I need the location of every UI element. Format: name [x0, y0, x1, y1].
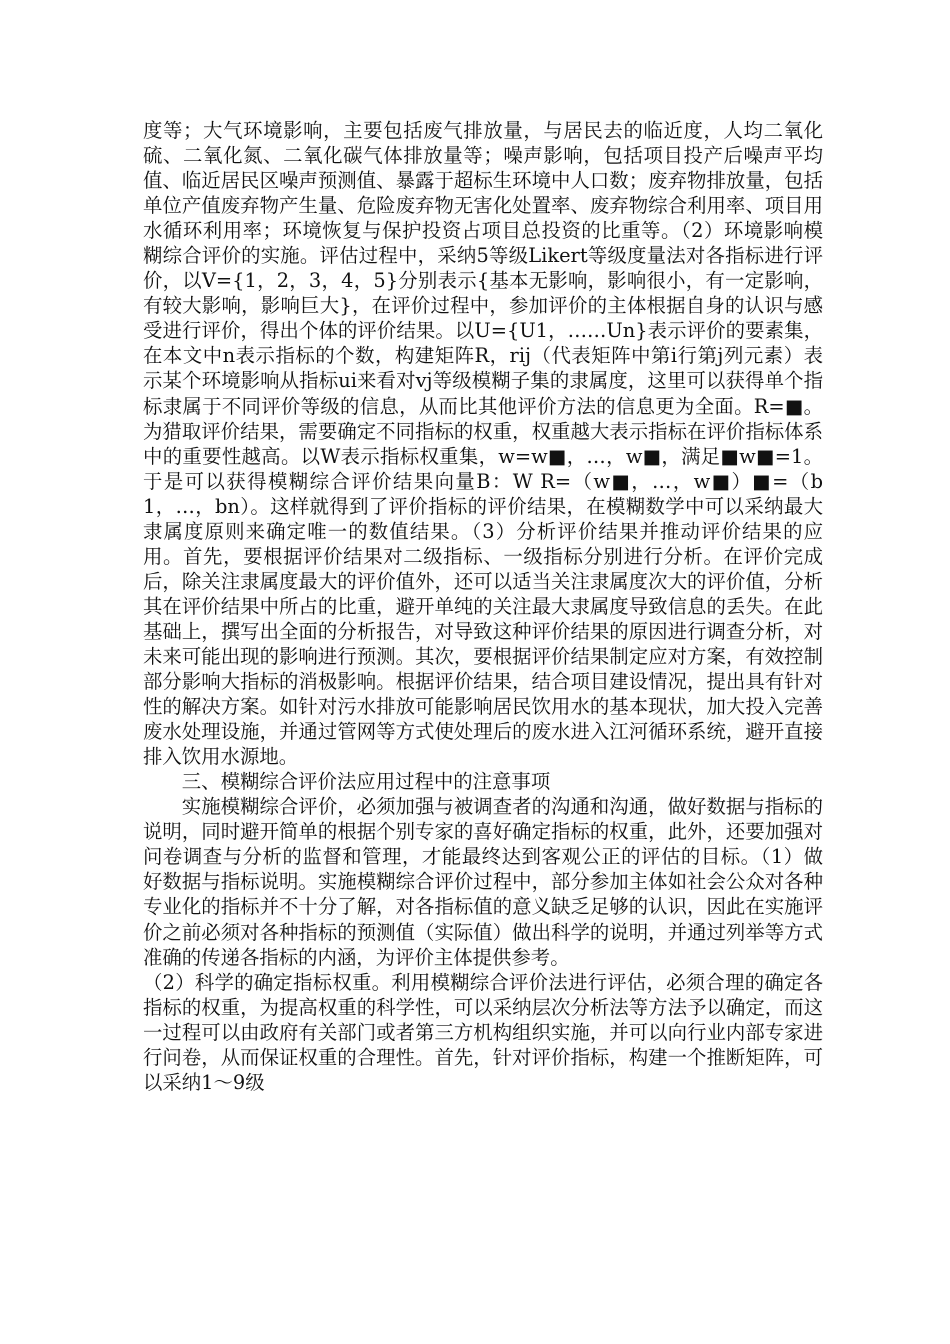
document-page [143, 118, 823, 1095]
section-heading-3: 三、模糊综合评价法应用过程中的注意事项 [181, 770, 551, 794]
body-paragraph-section-3-intro: 实施模糊综合评价，必须加强与被调查者的沟通和沟通，做好数据与指标的说明，同时避开简单的根据个别专家的喜好确定指标的权重，此外，还要加强对问卷调查与分析的监督和管理，才能最终达到客观公正的评估的目标。（1）做好数据与指标说明。实施模糊综合评价过程中，部分参加主体如社会公众对各种专业化的指标并不十分了解，对各指标值的意义缺乏足够的认识，因此在实施评价之前必须对各种指标的预测值（实际值）做出科学的说明，并通过列举等方式准确的传递各指标的内涵，为评价主体提供参考。 [143, 795, 823, 969]
body-paragraph-continued: 度等；大气环境影响，主要包括废气排放量，与居民去的临近度，人均二氧化硫、二氧化氮、二氧化碳气体排放量等；噪声影响，包括项目投产后噪声平均值、临近居民区噪声预测值、暴露于超标生环境中人口数；废弃物排放量，包括单位产值废弃物产生量、危险废弃物无害化处置率、废弃物综合利用率、项目用水循环利用率；环境恢复与保护投资占项目总投资的比重等。（2）环境影响模糊综合评价的实施。评估过程中，采纳5等级Likert等级度量法对各指标进行评价，以V={1，2，3，4，5}分别表示{基本无影响，影响很小，有一定影响，有较大影响，影响巨大}，在评价过程中，参加评价的主体根据自身的认识与感受进行评价，得出个体的评价结果。以U={U1，……Un}表示评价的要素集，在本文中n表示指标的个数，构建矩阵R，rij（代表矩阵中第i行第j列元素）表示某个环境影响从指标ui来看对vj等级模糊子集的隶属度，这里可以获得单个指标隶属于不同评价等级的信息，从而比其他评价方法的信息更为全面。R=■。为猎取评价结果，需要确定不同指标的权重，权重越大表示指标在评价指标体系中的重要性越高。以W表示指标权重集，w=w■，…，w■，满足■w■=1。于是可以获得模糊综合评价结果向量B：W R=（w■，…，w■）■=（b1，…，bn）。这样就得到了评价指标的评价结果，在模糊数学中可以采纳最大隶属度原则来确定唯一的数值结果。（3）分析评价结果并推动评价结果的应用。首先，要根据评价结果对二级指标、一级指标分别进行分析。在评价完成后，除关注隶属度最大的评价值外，还可以适当关注隶属度次大的评价值，分析其在评价结果中所占的比重，避开单纯的关注最大隶属度导致信息的丢失。在此基础上，撰写出全面的分析报告，对导致这种评价结果的原因进行调查分析，对未来可能出现的影响进行预测。其次，要根据评价结果制定应对方案，有效控制部分影响大指标的消极影响。根据评价结果，结合项目建设情况，提出具有针对性的解决方案。如针对污水排放可能影响居民饮用水的基本现状，加大投入完善废水处理设施，并通过管网等方式使处理后的废水进入江河循环系统，避开直接排入饮用水源地。 [143, 119, 823, 769]
body-paragraph-weights: （2）科学的确定指标权重。利用模糊综合评价法进行评估，必须合理的确定各指标的权重，为提高权重的科学性，可以采纳层次分析法等方法予以确定，而这一过程可以由政府有关部门或者第三方机构组织实施，并可以向行业内部专家进行问卷，从而保证权重的合理性。首先，针对评价指标，构建一个推断矩阵，可以采纳1～9级 [143, 970, 823, 1094]
